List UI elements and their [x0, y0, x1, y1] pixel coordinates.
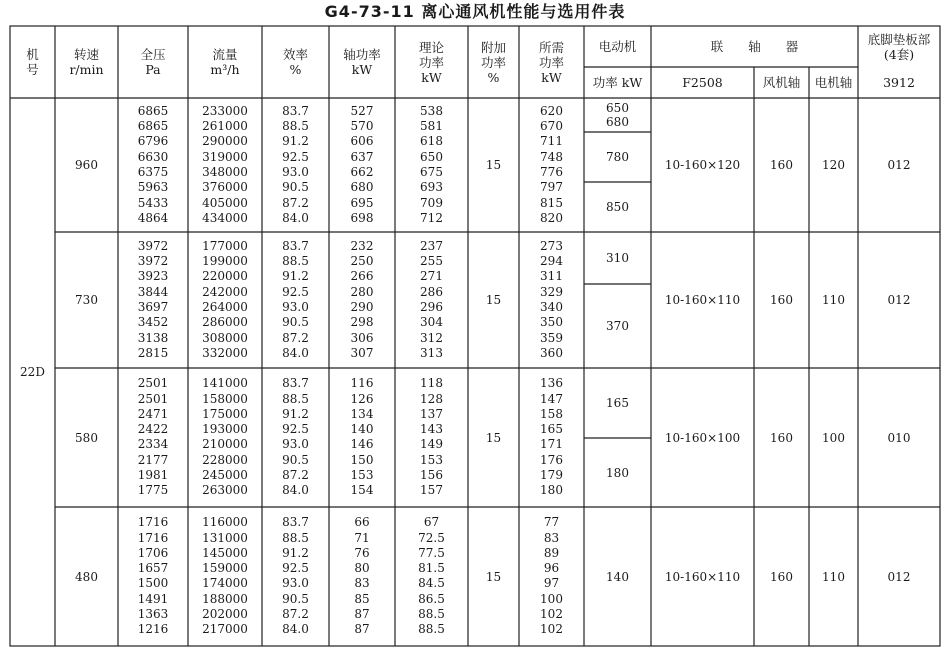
shaft-power-column — [329, 515, 395, 637]
fan-shaft-cell: 160 — [770, 430, 793, 445]
table-cell: 680 — [350, 180, 374, 195]
model-cell: 22D — [20, 365, 45, 379]
table-cell: 1775 — [137, 483, 169, 498]
motor-power-cell: 850 — [606, 200, 629, 214]
table-cell: 210000 — [202, 437, 248, 452]
required-power-column — [519, 515, 584, 637]
table-cell: 179 — [540, 468, 563, 483]
table-cell: 675 — [420, 164, 443, 179]
table-cell: 332000 — [202, 345, 248, 360]
table-cell: 91.2 — [282, 269, 309, 284]
table-cell: 307 — [350, 345, 374, 360]
table-cell: 242000 — [202, 284, 248, 299]
flow-column — [188, 239, 262, 361]
table-cell: 116000 — [202, 515, 248, 530]
efficiency-column — [262, 376, 329, 498]
table-cell: 776 — [540, 164, 563, 179]
table-cell: 147 — [540, 391, 563, 406]
table-cell: 84.0 — [282, 622, 309, 637]
required-power-column — [519, 239, 584, 361]
table-cell: 264000 — [202, 299, 248, 314]
table-cell: 88.5 — [282, 254, 309, 269]
table-cell: 670 — [540, 119, 563, 134]
table-cell: 6865 — [137, 119, 169, 134]
table-cell: 273 — [540, 238, 563, 253]
flow-column — [188, 376, 262, 498]
header-speed: 转速 r/min — [69, 47, 104, 77]
table-cell: 263000 — [202, 483, 248, 498]
table-cell: 6630 — [137, 149, 169, 164]
table-cell: 340 — [540, 299, 563, 314]
table-cell: 97 — [543, 576, 560, 591]
table-cell: 308000 — [202, 330, 248, 345]
table-cell: 87 — [354, 622, 370, 637]
table-cell: 1716 — [137, 530, 169, 545]
table-cell: 2334 — [137, 437, 169, 452]
table-cell: 748 — [540, 149, 563, 164]
coupling-cell: 10-160×120 — [664, 158, 741, 172]
table-cell: 188000 — [202, 591, 248, 606]
table-cell: 1363 — [137, 607, 169, 622]
table-cell: 91.2 — [282, 134, 309, 149]
table-cell: 126 — [350, 391, 374, 406]
table-cell: 193000 — [202, 422, 248, 437]
table-cell: 87.2 — [282, 330, 309, 345]
table-cell: 154 — [350, 483, 374, 498]
motor-shaft-cell: 110 — [822, 293, 845, 307]
motor-shaft-cell: 120 — [822, 158, 845, 172]
base-plate-cell: 012 — [887, 569, 911, 584]
table-cell: 87.2 — [282, 468, 309, 483]
table-cell: 255 — [420, 254, 443, 269]
table-cell: 606 — [350, 134, 374, 149]
table-cell: 76 — [354, 545, 370, 560]
table-cell: 67 — [423, 515, 440, 530]
header-theory-power: 理论 功率 kW — [418, 39, 444, 85]
table-title: G4-73-11 离心通风机性能与选用件表 — [324, 2, 626, 21]
table-cell: 286 — [420, 284, 443, 299]
table-cell: 3697 — [137, 299, 169, 314]
table-cell: 2501 — [137, 376, 169, 391]
extra-power-cell: 15 — [485, 158, 502, 172]
table-cell: 5433 — [137, 195, 169, 210]
table-cell: 159000 — [202, 561, 248, 576]
table-cell: 88.5 — [282, 530, 309, 545]
table-cell: 131000 — [202, 530, 248, 545]
header-coupling: 联 轴 器 — [710, 39, 799, 54]
table-cell: 313 — [420, 345, 443, 360]
required-power-column — [519, 376, 584, 498]
theory-power-column — [395, 515, 468, 637]
table-cell: 2471 — [137, 406, 169, 421]
header-pressure: 全压 Pa — [140, 47, 166, 77]
header-model: 机 号 — [26, 47, 39, 77]
table-cell: 294 — [540, 254, 563, 269]
table-cell: 149 — [420, 437, 443, 452]
table-cell: 102 — [540, 622, 563, 637]
table-cell: 90.5 — [282, 180, 309, 195]
fan-shaft-cell: 160 — [770, 293, 793, 307]
table-cell: 156 — [420, 468, 443, 483]
table-cell: 376000 — [202, 180, 248, 195]
table-cell: 1706 — [137, 545, 169, 560]
fan-shaft-cell: 160 — [770, 569, 793, 584]
efficiency-column — [262, 104, 329, 226]
table-cell: 180 — [540, 483, 563, 498]
table-cell: 140 — [350, 422, 374, 437]
table-cell: 90.5 — [282, 315, 309, 330]
table-cell: 271 — [420, 269, 443, 284]
table-cell: 2815 — [137, 345, 169, 360]
table-cell: 92.5 — [282, 284, 309, 299]
table-cell: 118 — [420, 376, 443, 391]
table-cell: 165 — [540, 422, 563, 437]
table-cell: 199000 — [202, 254, 248, 269]
table-cell: 91.2 — [282, 545, 309, 560]
table-cell: 153 — [420, 452, 443, 467]
motor-power-cell: 650 680 — [606, 101, 629, 129]
table-cell: 143 — [420, 422, 443, 437]
table-cell: 1216 — [137, 622, 169, 637]
table-cell: 3452 — [137, 315, 169, 330]
table-cell: 177000 — [202, 238, 248, 253]
theory-power-column — [395, 104, 468, 226]
table-cell: 2422 — [137, 422, 169, 437]
table-cell: 83 — [543, 530, 560, 545]
table-cell: 83 — [354, 576, 370, 591]
motor-shaft-cell: 110 — [822, 569, 845, 584]
table-cell: 311 — [540, 269, 563, 284]
table-cell: 92.5 — [282, 561, 309, 576]
table-cell: 86.5 — [418, 591, 445, 606]
table-cell: 92.5 — [282, 422, 309, 437]
table-cell: 6375 — [137, 164, 169, 179]
shaft-power-column — [329, 376, 395, 498]
table-cell: 329 — [540, 284, 563, 299]
table-cell: 87.2 — [282, 195, 309, 210]
table-cell: 88.5 — [418, 607, 445, 622]
table-cell: 158 — [540, 406, 563, 421]
table-cell: 306 — [350, 330, 374, 345]
table-cell: 618 — [420, 134, 443, 149]
table-cell: 90.5 — [282, 452, 309, 467]
table-cell: 698 — [350, 210, 374, 225]
table-cell: 116 — [350, 376, 374, 391]
table-cell: 175000 — [202, 406, 248, 421]
table-cell: 83.7 — [282, 515, 309, 530]
table-cell: 146 — [350, 437, 374, 452]
shaft-power-column — [329, 104, 395, 226]
table-cell: 1500 — [137, 576, 169, 591]
table-cell: 158000 — [202, 391, 248, 406]
table-cell: 84.0 — [282, 483, 309, 498]
motor-power-cell: 310 — [606, 251, 629, 265]
table-cell: 662 — [350, 164, 374, 179]
table-cell: 93.0 — [282, 576, 309, 591]
table-cell: 650 — [420, 149, 443, 164]
speed-cell: 480 — [75, 569, 98, 584]
extra-power-cell: 15 — [485, 430, 502, 445]
table-cell: 797 — [540, 180, 563, 195]
table-cell: 80 — [354, 561, 370, 576]
extra-power-cell: 15 — [485, 293, 502, 307]
table-cell: 286000 — [202, 315, 248, 330]
table-cell: 72.5 — [418, 530, 445, 545]
base-plate-cell: 010 — [887, 430, 911, 445]
speed-cell: 730 — [75, 293, 98, 307]
table-cell: 220000 — [202, 269, 248, 284]
efficiency-column — [262, 239, 329, 361]
table-cell: 153 — [350, 468, 374, 483]
header-motor-shaft: 电机轴 — [814, 75, 853, 90]
theory-power-column — [395, 239, 468, 361]
pressure-column — [118, 515, 188, 637]
table-cell: 570 — [350, 119, 374, 134]
efficiency-column — [262, 515, 329, 637]
table-cell: 232 — [350, 238, 374, 253]
table-cell: 228000 — [202, 452, 248, 467]
coupling-cell: 10-160×100 — [664, 430, 741, 445]
header-shaft-power: 轴功率 kW — [343, 47, 381, 77]
table-cell: 87.2 — [282, 607, 309, 622]
flow-column — [188, 104, 262, 226]
table-cell: 77 — [543, 515, 560, 530]
table-cell: 3923 — [137, 269, 169, 284]
table-cell: 237 — [420, 238, 443, 253]
table-cell: 84.0 — [282, 345, 309, 360]
table-cell: 233000 — [202, 103, 248, 118]
table-cell: 350 — [540, 315, 563, 330]
table-cell: 176 — [540, 452, 563, 467]
table-cell: 96 — [543, 561, 560, 576]
table-cell: 581 — [420, 119, 443, 134]
table-cell: 150 — [350, 452, 374, 467]
table-cell: 815 — [540, 195, 563, 210]
table-cell: 348000 — [202, 164, 248, 179]
extra-power-cell: 15 — [485, 569, 502, 584]
table-cell: 93.0 — [282, 299, 309, 314]
table-cell: 711 — [540, 134, 563, 149]
table-cell: 6865 — [137, 103, 169, 118]
motor-power-cell: 165 — [606, 396, 629, 410]
table-cell: 3972 — [137, 254, 169, 269]
header-fan-shaft: 风机轴 — [762, 75, 801, 90]
table-cell: 2177 — [137, 452, 169, 467]
table-cell: 136 — [540, 376, 563, 391]
table-cell: 296 — [420, 299, 443, 314]
table-cell: 88.5 — [282, 391, 309, 406]
table-cell: 83.7 — [282, 238, 309, 253]
table-cell: 90.5 — [282, 591, 309, 606]
table-cell: 620 — [540, 103, 563, 118]
table-cell: 93.0 — [282, 164, 309, 179]
speed-cell: 580 — [75, 430, 98, 445]
pressure-column — [118, 376, 188, 498]
table-cell: 405000 — [202, 195, 248, 210]
coupling-cell: 10-160×110 — [664, 569, 741, 584]
header-motor-power: 功率 kW — [592, 75, 643, 90]
table-cell: 174000 — [202, 576, 248, 591]
table-cell: 85 — [354, 591, 370, 606]
header-flow: 流量 m³/h — [210, 47, 240, 77]
table-cell: 360 — [540, 345, 563, 360]
speed-cell: 960 — [75, 158, 98, 172]
table-cell: 1491 — [137, 591, 169, 606]
table-cell: 128 — [420, 391, 443, 406]
table-cell: 250 — [350, 254, 374, 269]
header-motor: 电动机 — [598, 39, 637, 54]
header-base-plate: 底脚垫板部 (4套) — [867, 31, 931, 62]
table-cell: 87 — [354, 607, 370, 622]
table-cell: 3138 — [137, 330, 169, 345]
table-cell: 434000 — [202, 210, 248, 225]
flow-column — [188, 515, 262, 637]
table-cell: 157 — [420, 483, 443, 498]
table-cell: 77.5 — [418, 545, 445, 560]
motor-power-cell: 370 — [606, 319, 629, 333]
table-cell: 3844 — [137, 284, 169, 299]
table-cell: 290 — [350, 299, 374, 314]
table-cell: 280 — [350, 284, 374, 299]
header-base-plate-no: 3912 — [883, 75, 915, 90]
table-cell: 100 — [540, 591, 563, 606]
fan-shaft-cell: 160 — [770, 158, 793, 172]
table-cell: 319000 — [202, 149, 248, 164]
table-cell: 527 — [350, 103, 374, 118]
table-cell: 88.5 — [418, 622, 445, 637]
pressure-column — [118, 104, 188, 226]
table-cell: 5963 — [137, 180, 169, 195]
table-cell: 102 — [540, 607, 563, 622]
motor-shaft-cell: 100 — [822, 430, 845, 445]
pressure-column — [118, 239, 188, 361]
table-cell: 145000 — [202, 545, 248, 560]
base-plate-cell: 012 — [887, 158, 911, 172]
base-plate-cell: 012 — [887, 293, 911, 307]
table-cell: 266 — [350, 269, 374, 284]
table-cell: 202000 — [202, 607, 248, 622]
table-cell: 1657 — [137, 561, 169, 576]
table-cell: 83.7 — [282, 376, 309, 391]
table-cell: 290000 — [202, 134, 248, 149]
motor-power-cell: 180 — [606, 465, 629, 480]
table-cell: 66 — [354, 515, 370, 530]
table-cell: 84.0 — [282, 210, 309, 225]
table-cell: 538 — [420, 103, 443, 118]
table-cell: 171 — [540, 437, 563, 452]
table-cell: 820 — [540, 210, 563, 225]
table-cell: 245000 — [202, 468, 248, 483]
table-cell: 217000 — [202, 622, 248, 637]
table-cell: 693 — [420, 180, 443, 195]
table-cell: 6796 — [137, 134, 169, 149]
table-cell: 141000 — [202, 376, 248, 391]
required-power-column — [519, 104, 584, 226]
table-cell: 298 — [350, 315, 374, 330]
shaft-power-column — [329, 239, 395, 361]
table-cell: 359 — [540, 330, 563, 345]
table-cell: 88.5 — [282, 119, 309, 134]
table-cell: 93.0 — [282, 437, 309, 452]
header-required-power: 所需 功率 kW — [538, 39, 564, 85]
table-cell: 2501 — [137, 391, 169, 406]
table-cell: 709 — [420, 195, 443, 210]
table-cell: 695 — [350, 195, 374, 210]
table-cell: 261000 — [202, 119, 248, 134]
table-cell: 3972 — [137, 238, 169, 253]
table-cell: 1981 — [137, 468, 169, 483]
table-cell: 134 — [350, 406, 374, 421]
table-cell: 1716 — [137, 515, 169, 530]
table-cell: 91.2 — [282, 406, 309, 421]
table-cell: 4864 — [137, 210, 169, 225]
table-cell: 84.5 — [418, 576, 445, 591]
header-extra-power: 附加 功率 % — [480, 39, 506, 85]
motor-power-cell: 140 — [606, 569, 629, 584]
header-efficiency: 效率 % — [282, 47, 308, 77]
table-cell: 83.7 — [282, 103, 309, 118]
header-coupling-model: F2508 — [682, 75, 723, 90]
table-cell: 137 — [420, 406, 443, 421]
table-cell: 312 — [420, 330, 443, 345]
motor-power-cell: 780 — [606, 150, 629, 164]
table-cell: 81.5 — [418, 561, 445, 576]
table-cell: 89 — [543, 545, 560, 560]
table-cell: 637 — [350, 149, 374, 164]
table-cell: 712 — [420, 210, 443, 225]
table-cell: 71 — [354, 530, 370, 545]
table-cell: 304 — [420, 315, 443, 330]
coupling-cell: 10-160×110 — [664, 293, 741, 307]
theory-power-column — [395, 376, 468, 498]
table-cell: 92.5 — [282, 149, 309, 164]
